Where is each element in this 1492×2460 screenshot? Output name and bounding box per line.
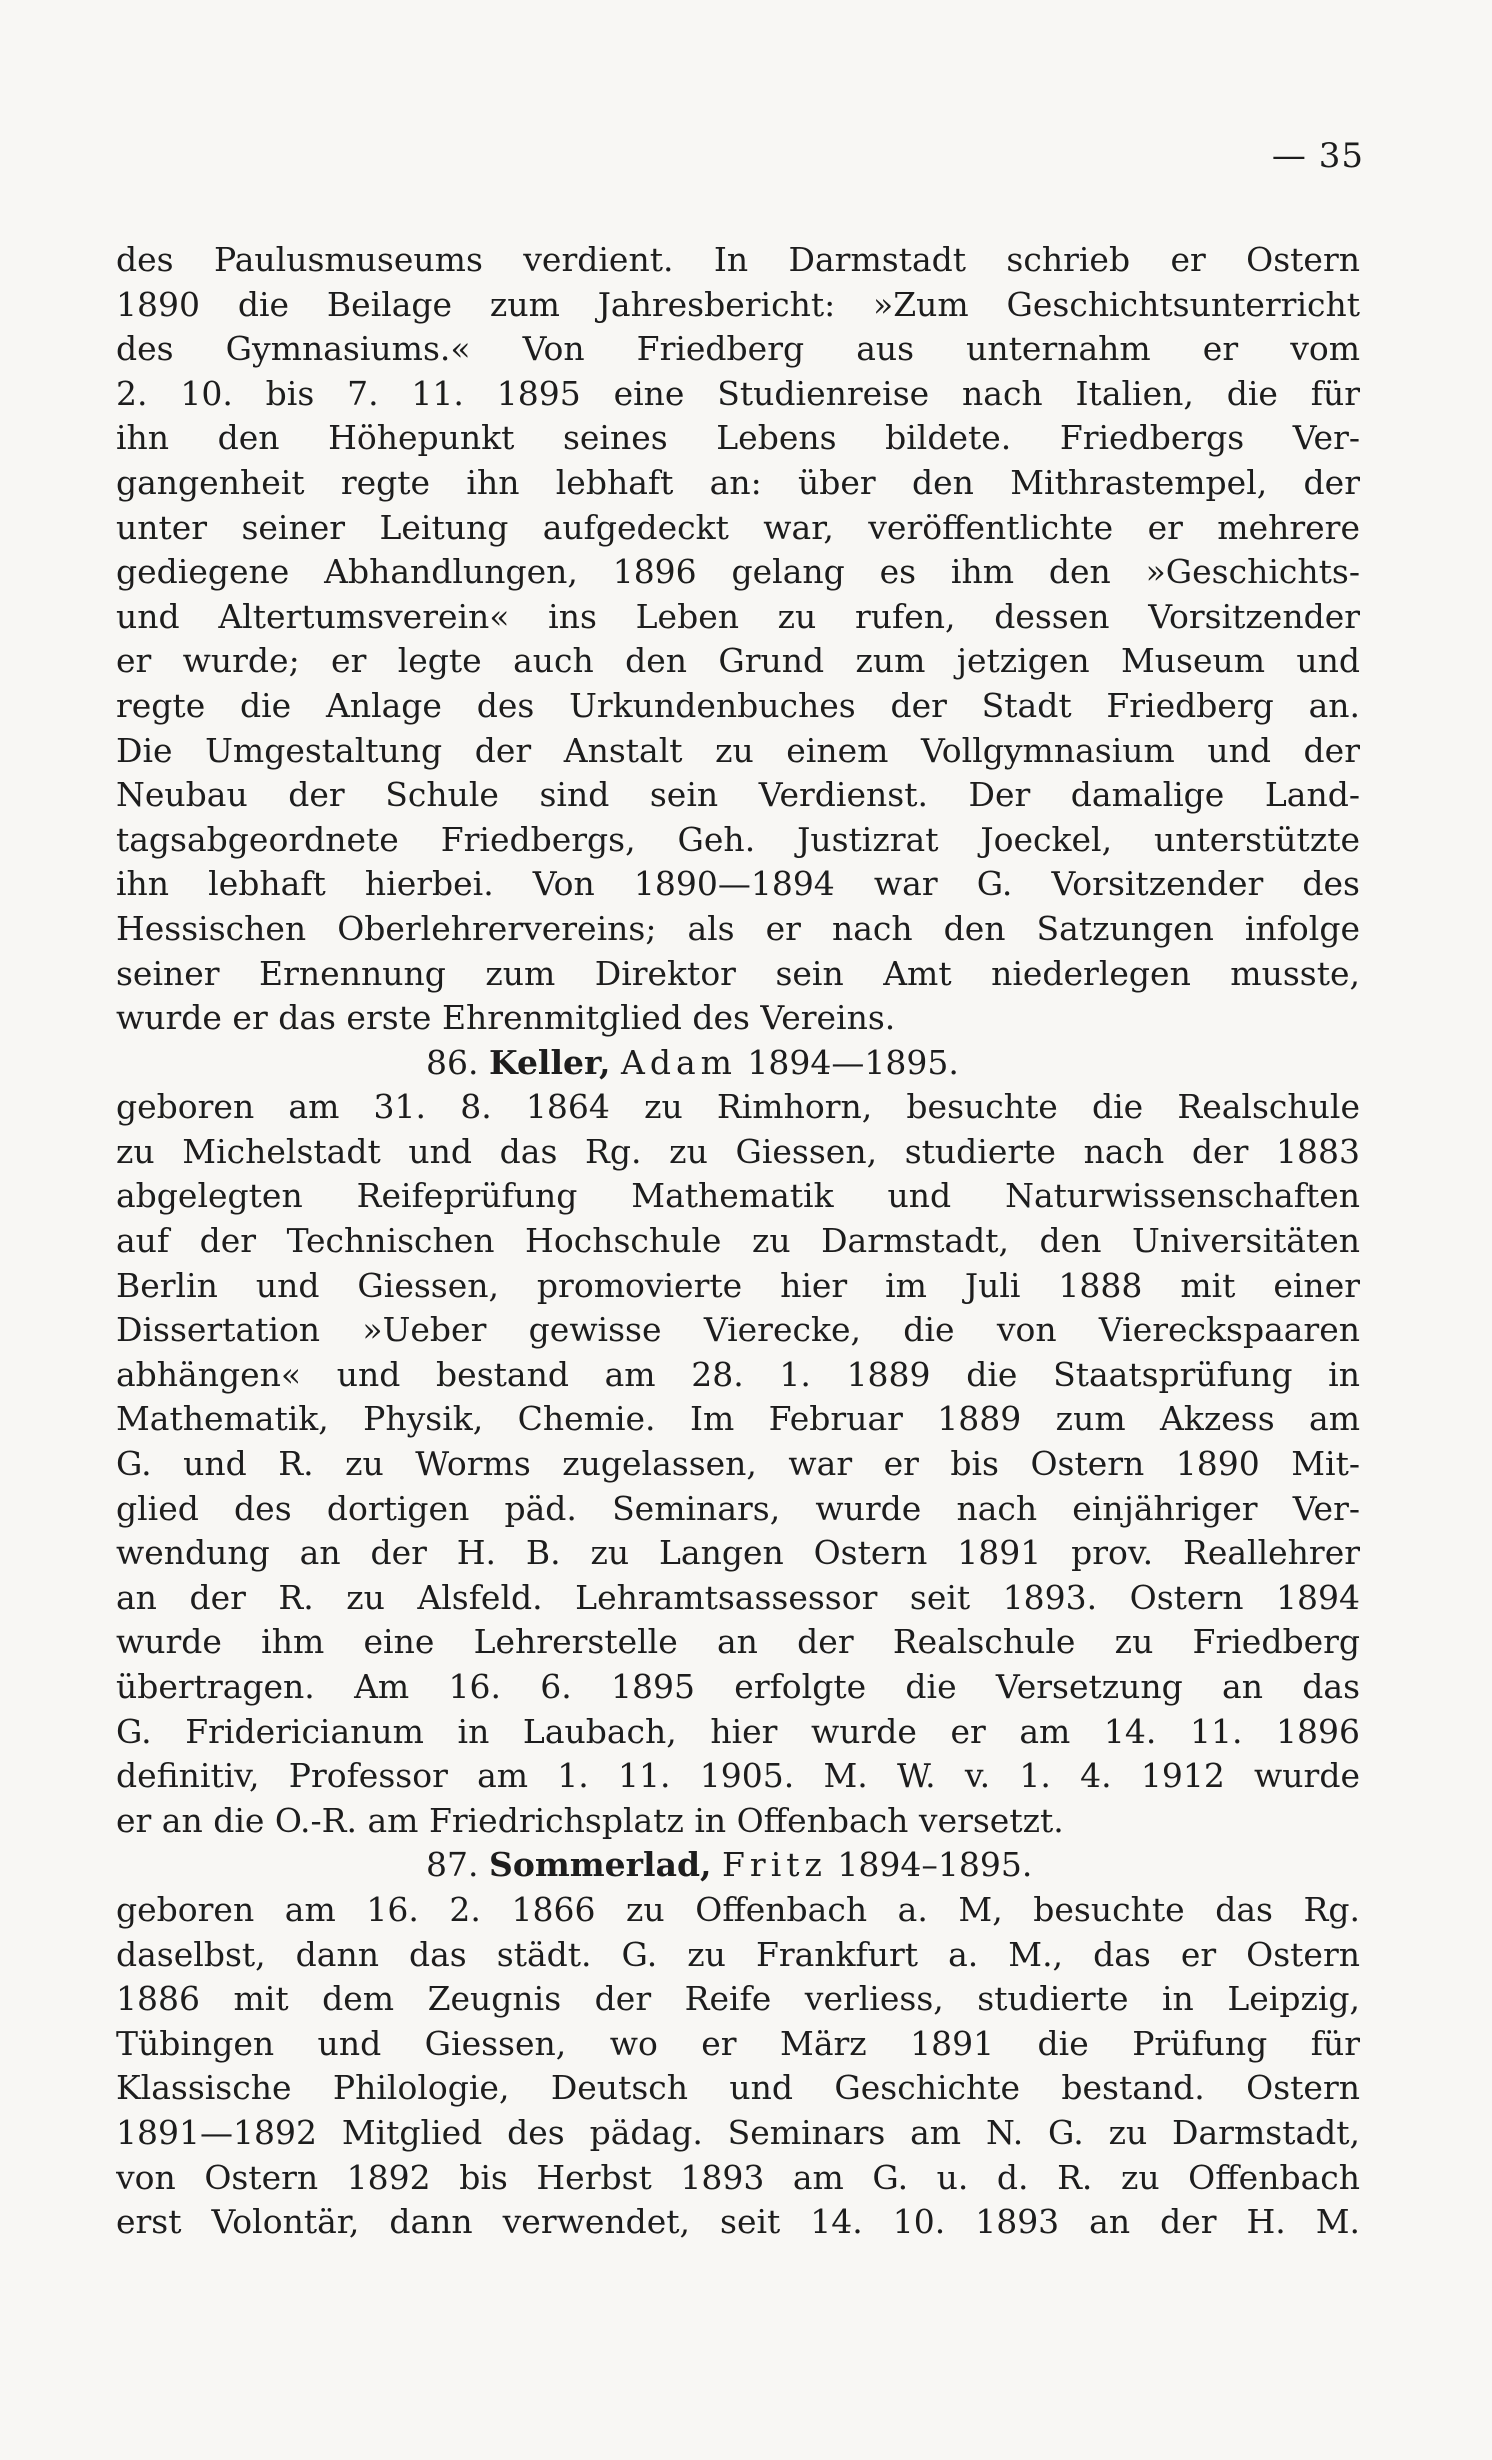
text-line: wendung an der H. B. zu Langen Ostern 1891 prov. Reallehrer: [116, 1533, 1360, 1573]
text-line: von Ostern 1892 bis Herbst 1893 am G. u. d. R. zu Offenbach: [116, 2157, 1360, 2197]
text-line: an der R. zu Alsfeld. Lehramtsassessor seit 1893. Ostern 1894: [116, 1577, 1360, 1617]
entry-given-name: Adam: [620, 1042, 737, 1082]
text-line: wurde ihm eine Lehrerstelle an der Realschule zu Friedberg: [116, 1622, 1360, 1662]
text-line: auf der Technischen Hochschule zu Darmstadt, den Universitäten: [116, 1221, 1360, 1261]
text-line: des Gymnasiums.« Von Friedberg aus unternahm er vom: [116, 329, 1360, 369]
text-line: zu Michelstadt und das Rg. zu Giessen, studierte nach der 1883: [116, 1131, 1360, 1171]
text-line: G. und R. zu Worms zugelassen, war er bis Ostern 1890 Mit-: [116, 1444, 1360, 1484]
text-line: unter seiner Leitung aufgedeckt war, veröffentlichte er mehrere: [116, 507, 1360, 547]
page-text: [116, 238, 1360, 2245]
text-line: gangenheit regte ihn lebhaft an: über den Mithrastempel, der: [116, 462, 1360, 502]
text-line: tagsabgeordnete Friedbergs, Geh. Justizrat Joeckel, unterstützte: [116, 819, 1360, 859]
text-line: 1891—1892 Mitglied des pädag. Seminars am N. G. zu Darmstadt,: [116, 2112, 1360, 2152]
text-line: Hessischen Oberlehrervereins; als er nach den Satzungen infolge: [116, 908, 1360, 948]
text-line: Dissertation »Ueber gewisse Vierecke, die von Viereckspaaren: [116, 1310, 1360, 1350]
entry-heading-87: [116, 1843, 1360, 1888]
text-line: geboren am 31. 8. 1864 zu Rimhorn, besuchte die Realschule: [116, 1087, 1360, 1127]
entry-surname: Sommerlad,: [488, 1845, 712, 1885]
text-line: glied des dortigen päd. Seminars, wurde nach einjähriger Ver-: [116, 1488, 1360, 1528]
text-line: Tübingen und Giessen, wo er März 1891 die Prüfung für: [116, 2023, 1360, 2063]
text-line: abhängen« und bestand am 28. 1. 1889 die Staatsprüfung in: [116, 1354, 1360, 1394]
text-line: des Paulusmuseums verdient. In Darmstadt schrieb er Ostern: [116, 240, 1360, 279]
text-line: übertragen. Am 16. 6. 1895 erfolgte die Versetzung an das: [116, 1667, 1360, 1706]
page-number: — 35: [1271, 136, 1364, 176]
text-line: daselbst, dann das städt. G. zu Frankfurt a. M., das er Ostern: [116, 1934, 1360, 1974]
text-line: definitiv, Professor am 1. 11. 1905. M. W. v. 1. 4. 1912 wurde: [116, 1756, 1360, 1796]
text-line: ihn den Höhepunkt seines Lebens bildete. Friedbergs Ver-: [116, 418, 1360, 458]
text-line: Berlin und Giessen, promovierte hier im Juli 1888 mit einer: [116, 1265, 1360, 1305]
text-line: Die Umgestaltung der Anstalt zu einem Vollgymnasium und der: [116, 730, 1360, 770]
entry-years: 1894—1895.: [747, 1042, 959, 1082]
text-line: regte die Anlage des Urkundenbuches der Stadt Friedberg an.: [116, 685, 1360, 725]
text-line: Mathematik, Physik, Chemie. Im Februar 1889 zum Akzess am: [116, 1399, 1360, 1439]
text-line: geboren am 16. 2. 1866 zu Offenbach a. M, besuchte das Rg.: [116, 1889, 1360, 1929]
entry-years: 1894–1895.: [837, 1845, 1033, 1885]
text-line: er an die O.-R. am Friedrichsplatz in Offenbach versetzt.: [116, 1800, 1064, 1840]
entry-given-name: Fritz: [722, 1845, 827, 1885]
entry-heading-86: [116, 1041, 1360, 1086]
text-line: er wurde; er legte auch den Grund zum jetzigen Museum und: [116, 641, 1360, 681]
text-line: abgelegten Reifeprüfung Mathematik und Naturwissenschaften: [116, 1176, 1360, 1216]
text-line: 1886 mit dem Zeugnis der Reife verliess, studierte in Leipzig,: [116, 1979, 1360, 2019]
text-line: erst Volontär, dann verwendet, seit 14. 10. 1893 an der H. M.: [116, 2202, 1360, 2242]
text-line: Neubau der Schule sind sein Verdienst. Der damalige Land-: [116, 775, 1360, 815]
text-line: gediegene Abhandlungen, 1896 gelang es ihm den »Geschichts-: [116, 552, 1360, 592]
text-line: ihn lebhaft hierbei. Von 1890—1894 war G. Vorsitzender des: [116, 864, 1360, 904]
text-line: 2. 10. bis 7. 11. 1895 eine Studienreise nach Italien, die für: [116, 373, 1360, 413]
text-line: 1890 die Beilage zum Jahresbericht: »Zum Geschichtsunterricht: [116, 284, 1360, 324]
entry-body-86: [116, 1085, 1360, 1843]
entry-number: 86.: [426, 1042, 479, 1082]
entry-body-87: [116, 1888, 1360, 2245]
entry-surname: Keller,: [488, 1042, 611, 1082]
text-line: und Altertumsverein« ins Leben zu rufen, dessen Vorsitzender: [116, 596, 1360, 636]
text-line: wurde er das erste Ehrenmitglied des Vereins.: [116, 998, 896, 1038]
entry-number: 87.: [426, 1845, 479, 1885]
section-continuation: [116, 238, 1360, 1041]
text-line: seiner Ernennung zum Direktor sein Amt niederlegen musste,: [116, 953, 1360, 993]
text-line: G. Fridericianum in Laubach, hier wurde er am 14. 11. 1896: [116, 1711, 1360, 1751]
text-line: Klassische Philologie, Deutsch und Geschichte bestand. Ostern: [116, 2068, 1360, 2108]
